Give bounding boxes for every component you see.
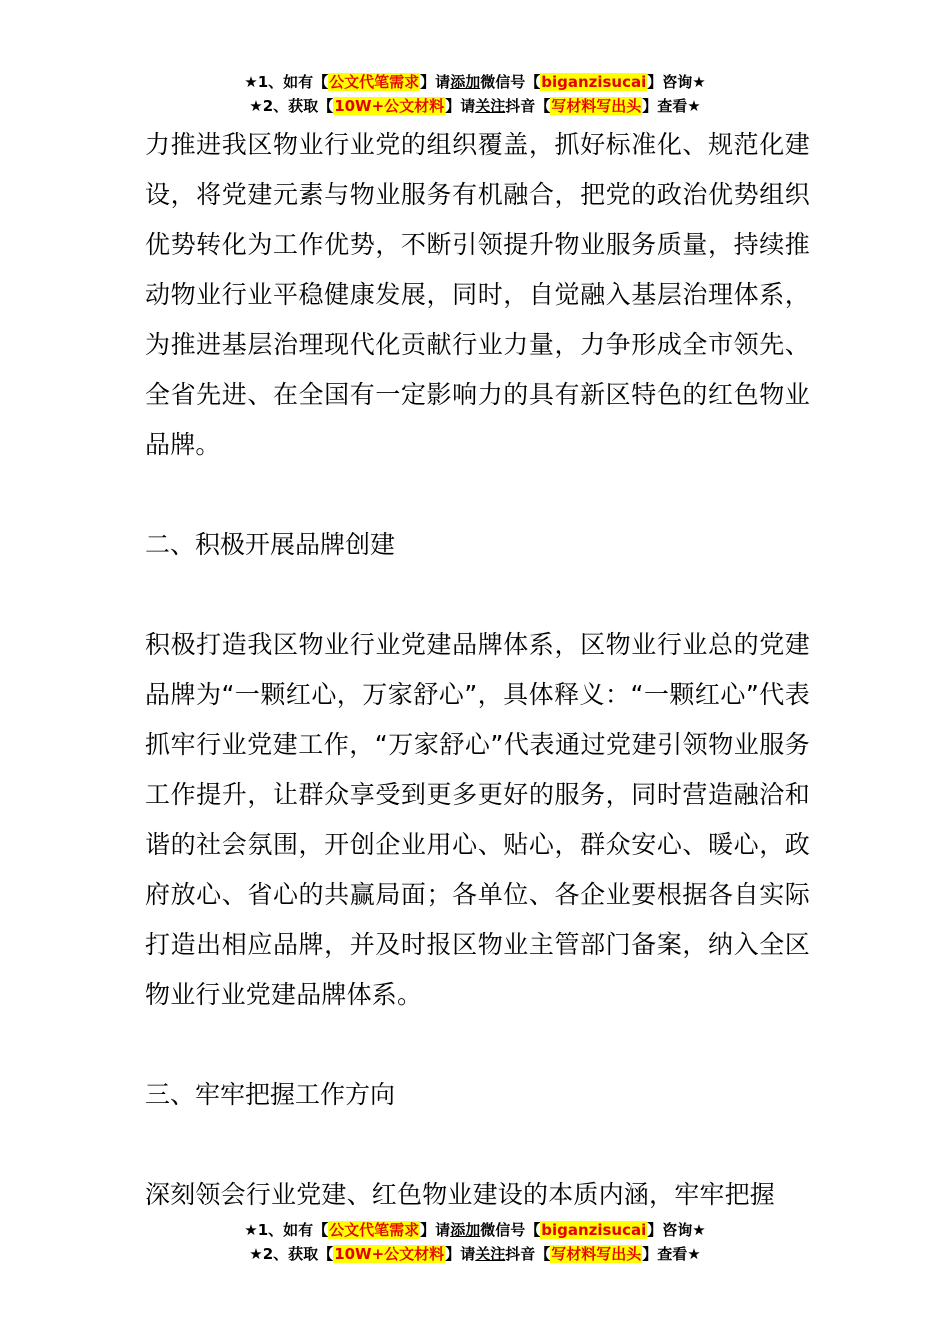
banner-text: 抖音【 <box>505 97 551 115</box>
banner-highlight: 写材料写出头 <box>551 97 642 115</box>
banner-highlight: 10W+公文材料 <box>334 1245 445 1263</box>
banner-underlined-text: 添加 <box>450 1221 481 1239</box>
banner-line-1 <box>0 1218 950 1242</box>
paragraph-gap <box>145 1020 810 1070</box>
document-body <box>145 120 810 1220</box>
banner-highlight: 写材料写出头 <box>551 1245 642 1263</box>
banner-underlined-text: 关注 <box>475 97 506 115</box>
section-heading-2: 二、积极开展品牌创建 <box>145 530 396 559</box>
banner-line-2 <box>0 94 950 118</box>
banner-line-1 <box>0 70 950 94</box>
bottom-banner <box>0 1218 950 1266</box>
banner-text: 微信号【 <box>480 73 541 91</box>
banner-highlight: 10W+公文材料 <box>334 97 445 115</box>
banner-highlight: 公文代笔需求 <box>329 73 420 91</box>
section-heading-3: 三、牢牢把握工作方向 <box>145 1080 396 1109</box>
banner-text: ★1、如有【 <box>244 1221 329 1239</box>
paragraph-2: 积极打造我区物业行业党建品牌体系，区物业行业总的党建品牌为“一颗红心，万家舒心”，具体释义：“一颗红心”代表抓牢行业党建工作，“万家舒心”代表通过党建引领物业服务工作提升，让群众享受到更多更好的服务，同时营造融洽和谐的社会氛围，开创企业用心、贴心，群众安心、暖心，政府放心、省心的共赢局面；各单位、各企业要根据各自实际打造出相应品牌，并及时报区物业主管部门备案，纳入全区物业行业党建品牌体系。 <box>145 630 810 1009</box>
paragraph-1: 力推进我区物业行业党的组织覆盖，抓好标准化、规范化建设，将党建元素与物业服务有机融合，把党的政治优势组织优势转化为工作优势，不断引领提升物业服务质量，持续推动物业行业平稳健康发展，同时，自觉融入基层治理体系，为推进基层治理现代化贡献行业力量，力争形成全市领先、全省先进、在全国有一定影响力的具有新区特色的红色物业品牌。 <box>145 130 810 459</box>
banner-highlight: biganzisucai <box>541 1221 647 1239</box>
paragraph-gap <box>145 1120 810 1170</box>
banner-text: 】请 <box>420 1221 451 1239</box>
banner-text: 微信号【 <box>480 1221 541 1239</box>
banner-text: 抖音【 <box>505 1245 551 1263</box>
banner-text: 】查看★ <box>642 97 701 115</box>
banner-underlined-text: 关注 <box>475 1245 506 1263</box>
top-banner <box>0 70 950 118</box>
banner-text: 】请 <box>445 97 476 115</box>
banner-underlined-text: 添加 <box>450 73 481 91</box>
banner-highlight: 公文代笔需求 <box>329 1221 420 1239</box>
banner-text: 】请 <box>420 73 451 91</box>
banner-text: ★1、如有【 <box>244 73 329 91</box>
paragraph-gap <box>145 470 810 520</box>
paragraph-gap <box>145 570 810 620</box>
paragraph-3: 深刻领会行业党建、红色物业建设的本质内涵，牢牢把握 <box>145 1180 776 1209</box>
banner-text: 】咨询★ <box>647 1221 706 1239</box>
banner-text: 】咨询★ <box>647 73 706 91</box>
banner-text: 】请 <box>445 1245 476 1263</box>
banner-text: 】查看★ <box>642 1245 701 1263</box>
banner-text: ★2、获取【 <box>249 97 334 115</box>
banner-text: ★2、获取【 <box>249 1245 334 1263</box>
banner-highlight: biganzisucai <box>541 73 647 91</box>
banner-line-2 <box>0 1242 950 1266</box>
